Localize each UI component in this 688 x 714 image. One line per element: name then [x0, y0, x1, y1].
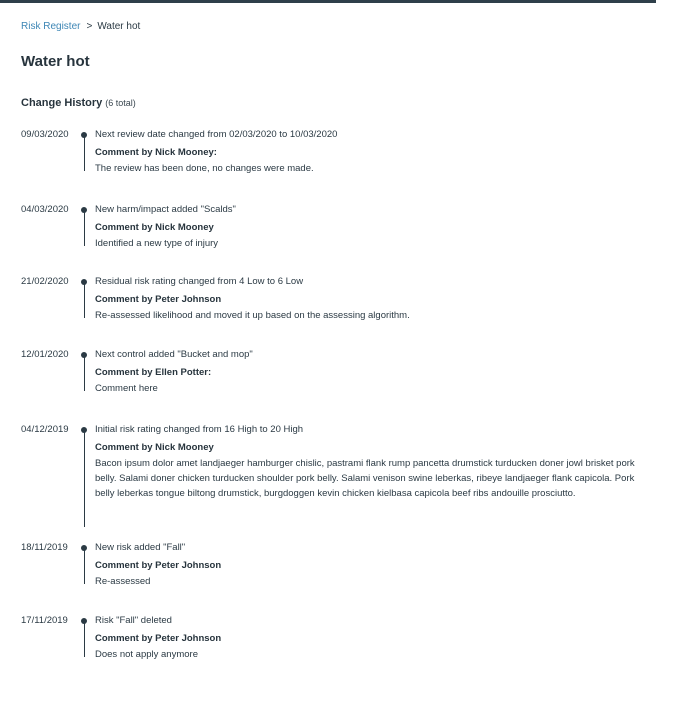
entry-change: Risk "Fall" deleted [95, 615, 172, 626]
comment-author: Comment by Nick Mooney [95, 442, 214, 453]
comment-author: Comment by Nick Mooney [95, 222, 214, 233]
breadcrumb-current: Water hot [97, 21, 141, 32]
change-history-count: (6 total) [105, 98, 136, 108]
entry-date: 12/01/2020 [21, 349, 69, 360]
entry-date: 18/11/2019 [21, 542, 68, 553]
entry-change: New harm/impact added "Scalds" [95, 204, 236, 215]
comment-text: Identified a new type of injury [95, 238, 219, 249]
comment-text: The review has been done, no changes were made. [95, 163, 314, 174]
timeline-dot [81, 545, 87, 551]
entry-change: Initial risk rating changed from 16 High to 20 High [95, 424, 304, 435]
breadcrumb-separator: > [86, 21, 93, 32]
comment-text: Re-assessed [95, 576, 151, 587]
entry-date: 04/12/2019 [21, 424, 69, 435]
timeline-dot [81, 132, 87, 138]
timeline-line [84, 620, 85, 657]
timeline-line [84, 354, 85, 391]
timeline-line [84, 281, 85, 318]
entry-date: 21/02/2020 [21, 276, 69, 287]
entry-date: 17/11/2019 [21, 615, 68, 626]
page-title: Water hot [21, 53, 90, 70]
comment-text: Does not apply anymore [95, 649, 198, 660]
timeline-dot [81, 427, 87, 433]
comment-author: Comment by Ellen Potter: [95, 367, 212, 378]
entry-date: 04/03/2020 [21, 204, 69, 215]
change-history-heading [21, 95, 136, 111]
timeline-line [84, 209, 85, 246]
breadcrumb-link-risk-register[interactable]: Risk Register [21, 21, 81, 32]
comment-author: Comment by Peter Johnson [95, 560, 222, 571]
timeline-dot [81, 352, 87, 358]
timeline-dot [81, 207, 87, 213]
entry-change: Residual risk rating changed from 4 Low to 6 Low [95, 276, 304, 287]
entry-change: Next control added "Bucket and mop" [95, 349, 253, 360]
entry-change: Next review date changed from 02/03/2020 to 10/03/2020 [95, 129, 338, 140]
timeline-dot [81, 618, 87, 624]
top-bar [0, 0, 656, 3]
comment-text: Comment here [95, 383, 158, 394]
timeline-line [84, 134, 85, 171]
entry-date: 09/03/2020 [21, 129, 69, 140]
change-history-title: Change History [21, 97, 103, 109]
timeline-line [84, 429, 85, 527]
entry-change: New risk added "Fall" [95, 542, 186, 553]
timeline-line [84, 547, 85, 584]
comment-text: Re-assessed likelihood and moved it up based on the assessing algorithm. [95, 310, 410, 321]
comment-text: Bacon ipsum dolor amet landjaeger hamburger chislic, pastrami flank rump pancetta drumstick turducken doner jowl brisket pork belly. Salami doner chicken turducken shoulder pork belly. Salami venison swine leberkas, ribeye landjaeger flank capicola. Pork belly leberkas tongue biltong drumstick, burgdoggen kevin chicken kielbasa capicola beef ribs andouille prosciutto. [95, 458, 635, 499]
timeline-dot [81, 279, 87, 285]
comment-author: Comment by Peter Johnson [95, 294, 222, 305]
comment-author: Comment by Peter Johnson [95, 633, 222, 644]
breadcrumb [21, 20, 140, 34]
comment-author: Comment by Nick Mooney: [95, 147, 217, 158]
